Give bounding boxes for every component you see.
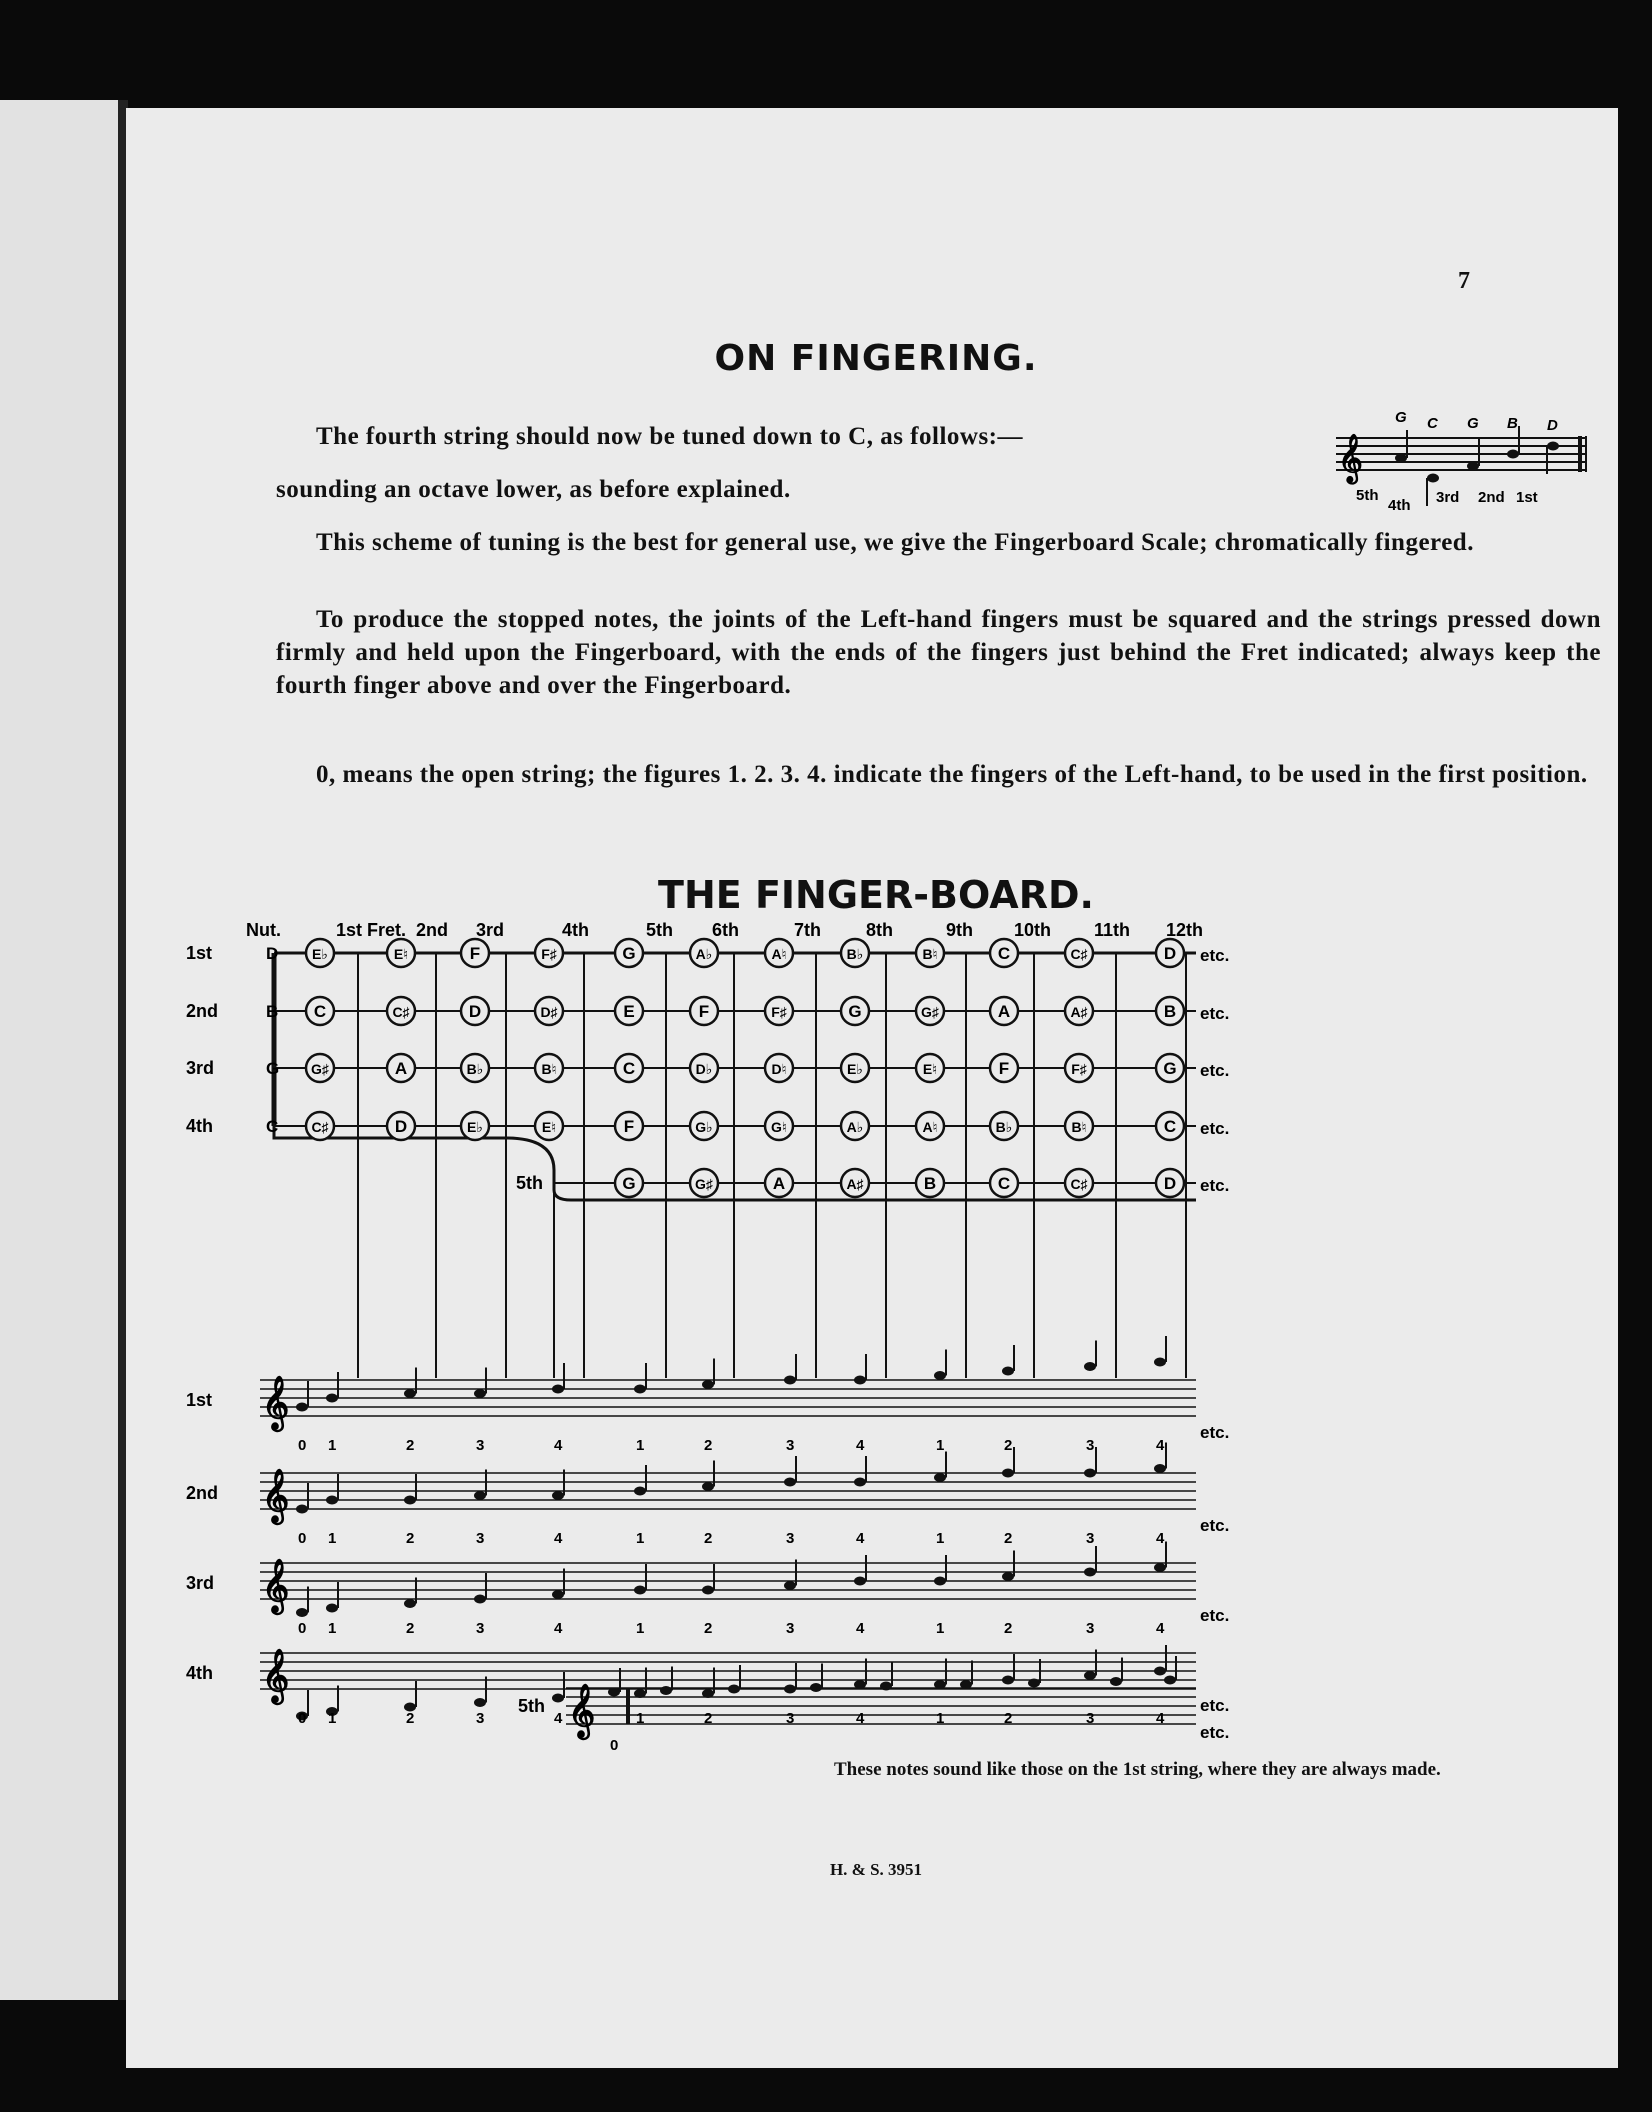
note-name: E♭ — [312, 946, 328, 962]
finger-number: 3 — [786, 1710, 795, 1727]
note-name: C♯ — [311, 1119, 329, 1135]
finger-number: 3 — [476, 1620, 485, 1637]
tuning-string-label: 1st — [1516, 489, 1538, 506]
note-name: D — [468, 1002, 482, 1021]
note-name: F♯ — [771, 1004, 787, 1020]
note-name: G — [848, 1002, 862, 1021]
treble-clef: 𝄞 — [1338, 434, 1363, 481]
finger-number: 0 — [298, 1710, 307, 1727]
note-head — [1084, 1568, 1096, 1577]
note-head — [1154, 1563, 1166, 1572]
note-name: D♯ — [540, 1004, 558, 1020]
notation-staves — [186, 1376, 1566, 1768]
string-label: 2nd — [186, 1001, 219, 1021]
tuning-string-label: 2nd — [1478, 489, 1505, 506]
string-label: 4th — [186, 1116, 213, 1136]
note-name: F — [469, 944, 481, 963]
treble-clef: 𝄞 — [568, 1684, 596, 1736]
finger-number: 2 — [1004, 1530, 1013, 1547]
finger-number: 1 — [636, 1437, 645, 1454]
finger-number: 3 — [786, 1437, 795, 1454]
finger-number: 4 — [1156, 1710, 1165, 1727]
fret-label: 5th — [646, 920, 673, 940]
note-head — [810, 1683, 822, 1692]
note-name: A♯ — [846, 1176, 864, 1192]
treble-clef: 𝄞 — [262, 1559, 290, 1611]
staff-label: 3rd — [186, 1573, 215, 1593]
note-name: C — [622, 1059, 636, 1078]
note-head — [854, 1478, 866, 1487]
note-head — [1002, 1572, 1014, 1581]
note-name: G♭ — [695, 1119, 713, 1135]
note-head — [880, 1682, 892, 1691]
note-head — [552, 1590, 564, 1599]
paragraph-stopped-notes: To produce the stopped notes, the joints of the Left-hand fingers must be squared and the strings pressed down firmly and held upon the Fingerboard, with the ends of the fingers just behind the Fret indicated; always keep the fourth finger above and over the Fingerboard. — [276, 606, 1601, 699]
finger-number: 4 — [1156, 1530, 1165, 1547]
note-head — [1154, 1667, 1166, 1676]
note-name: E♮ — [541, 1119, 557, 1135]
finger-number: 1 — [936, 1710, 945, 1727]
note-name: A — [394, 1059, 408, 1078]
finger-number: 4 — [856, 1620, 865, 1637]
note-name: G — [622, 1174, 636, 1193]
fret-label: 6th — [712, 920, 739, 940]
note-name: E♭ — [467, 1119, 483, 1135]
note-name: C — [313, 1002, 327, 1021]
finger-number: 3 — [476, 1530, 485, 1547]
finger-number: 1 — [636, 1530, 645, 1547]
note-head — [1154, 1358, 1166, 1367]
note-head — [326, 1496, 338, 1505]
etc-label: etc. — [1200, 1423, 1230, 1442]
etc-label: etc. — [1200, 1606, 1230, 1625]
finger-number: 1 — [636, 1620, 645, 1637]
finger-number: 4 — [554, 1710, 563, 1727]
note-head — [326, 1394, 338, 1403]
finger-number: 2 — [1004, 1620, 1013, 1637]
treble-clef: 𝄞 — [262, 1469, 290, 1521]
finger-number: 4 — [1156, 1620, 1165, 1637]
note-name: A — [997, 1002, 1011, 1021]
note-name: F — [998, 1059, 1010, 1078]
finger-number: 4 — [856, 1710, 865, 1727]
note-name: A♮ — [771, 946, 787, 962]
finger-number: 2 — [704, 1710, 713, 1727]
fret-label: 9th — [946, 920, 973, 940]
note-name: A♮ — [922, 1119, 938, 1135]
note-name: C — [997, 1174, 1011, 1193]
open-string-note: B — [266, 1002, 279, 1021]
tuning-string-label: 3rd — [1436, 489, 1460, 506]
fret-label: Nut. — [246, 920, 281, 940]
fret-label: 7th — [794, 920, 821, 940]
finger-number: 4 — [1156, 1437, 1165, 1454]
finger-number: 2 — [406, 1620, 415, 1637]
note-head — [1028, 1679, 1040, 1688]
string-label: 5th — [516, 1173, 543, 1193]
page-number: 7 — [1458, 268, 1470, 294]
fret-label: 11th — [1094, 920, 1131, 940]
note-head — [1084, 1469, 1096, 1478]
etc-label: etc. — [1200, 946, 1230, 965]
note-head — [1084, 1362, 1096, 1371]
tuning-note-label: C — [1427, 415, 1438, 432]
note-head — [854, 1577, 866, 1586]
finger-number: 3 — [476, 1710, 485, 1727]
left-page-edge — [0, 100, 118, 2000]
note-name: A♭ — [846, 1119, 864, 1135]
note-head — [784, 1478, 796, 1487]
note-name: A♯ — [1070, 1004, 1088, 1020]
note-name: E♮ — [393, 946, 409, 962]
open-string-note: G — [266, 1059, 280, 1078]
tuning-note-label: B — [1507, 415, 1518, 432]
note-head — [934, 1680, 946, 1689]
finger-number: 4 — [554, 1530, 563, 1547]
note-name: G♯ — [311, 1061, 329, 1077]
note-name: B♮ — [922, 946, 938, 962]
note-name: D — [1163, 944, 1177, 963]
note-head — [326, 1604, 338, 1613]
fret-label: 12th — [1166, 920, 1204, 940]
tuning-staff — [1216, 408, 1616, 518]
note-name: C — [997, 944, 1011, 963]
plate-number: H. & S. 3951 — [829, 1860, 923, 1879]
note-head — [702, 1482, 714, 1491]
finger-number: 1 — [936, 1530, 945, 1547]
note-name: B♭ — [995, 1119, 1013, 1135]
note-head — [934, 1577, 946, 1586]
note-head — [1084, 1671, 1096, 1680]
note-name: G♯ — [921, 1004, 939, 1020]
note-head — [1164, 1676, 1176, 1685]
note-head — [404, 1389, 416, 1398]
etc-label: etc. — [1200, 1723, 1230, 1742]
finger-number: 2 — [406, 1710, 415, 1727]
note-head — [404, 1599, 416, 1608]
etc-label: etc. — [1200, 1176, 1230, 1195]
note-head — [474, 1595, 486, 1604]
finger-number: 0 — [298, 1620, 307, 1637]
note-name: G♯ — [695, 1176, 713, 1192]
note-name: A — [772, 1174, 786, 1193]
note-head — [934, 1371, 946, 1380]
note-head — [702, 1689, 714, 1698]
finger-number: 1 — [328, 1710, 337, 1727]
open-string-note: C — [266, 1117, 279, 1136]
etc-label: etc. — [1200, 1119, 1230, 1138]
finger-number: 4 — [856, 1530, 865, 1547]
note-head — [934, 1473, 946, 1482]
note-name: B♮ — [1071, 1119, 1087, 1135]
paragraph-octave: sounding an octave lower, as before explained. — [276, 476, 791, 503]
fret-label: 8th — [866, 920, 893, 940]
note-name: G♮ — [771, 1119, 787, 1135]
note-head — [1002, 1469, 1014, 1478]
note-name: B♭ — [846, 946, 864, 962]
finger-number: 1 — [936, 1437, 945, 1454]
note-head — [296, 1505, 308, 1514]
treble-clef: 𝄞 — [262, 1376, 290, 1428]
finger-number: 3 — [786, 1530, 795, 1547]
treble-clef: 𝄞 — [262, 1649, 290, 1701]
note-head — [1002, 1676, 1014, 1685]
fret-label: 10th — [1014, 920, 1052, 940]
note-head — [660, 1686, 672, 1695]
note-name: F♯ — [541, 946, 557, 962]
staff-label: 2nd — [186, 1483, 219, 1503]
finger-number: 1 — [328, 1620, 337, 1637]
fingerboard-diagram — [186, 908, 1566, 1378]
note-head — [1002, 1367, 1014, 1376]
note-name: A♭ — [695, 946, 713, 962]
note-head — [634, 1689, 646, 1698]
note-head — [296, 1403, 308, 1412]
note-head — [702, 1586, 714, 1595]
finger-number: 1 — [328, 1437, 337, 1454]
note-name: D♮ — [771, 1061, 787, 1077]
finger-number: 1 — [936, 1620, 945, 1637]
finger-number: 4 — [554, 1620, 563, 1637]
note-head — [608, 1688, 620, 1697]
tuning-string-label: 5th — [1356, 487, 1379, 504]
tuning-string-label: 4th — [1388, 497, 1411, 514]
finger-number: 4 — [856, 1437, 865, 1454]
note-head — [702, 1380, 714, 1389]
note-head — [474, 1698, 486, 1707]
etc-label: etc. — [1200, 1004, 1230, 1023]
note-head — [474, 1491, 486, 1500]
finger-number: 1 — [328, 1530, 337, 1547]
finger-number: 2 — [704, 1437, 713, 1454]
note-name: E♭ — [847, 1061, 863, 1077]
finger-number: 3 — [1086, 1530, 1095, 1547]
paragraph-open-string: 0, means the open string; the figures 1. 2. 3. 4. indicate the fingers of the Left-hand, to be used in the first position. — [316, 761, 1588, 788]
note-name: D♭ — [695, 1061, 713, 1077]
finger-number: 2 — [406, 1530, 415, 1547]
note-head — [552, 1694, 564, 1703]
note-name: C — [1163, 1117, 1177, 1136]
staff-label: 4th — [186, 1663, 213, 1683]
note-name: B — [1163, 1002, 1177, 1021]
note-name: G — [622, 944, 636, 963]
finger-number: 3 — [786, 1620, 795, 1637]
note-head — [1110, 1677, 1122, 1686]
finger-number: 3 — [1086, 1620, 1095, 1637]
finger-number: 0 — [298, 1437, 307, 1454]
tuning-note-label: G — [1395, 409, 1407, 426]
note-name: C♯ — [392, 1004, 410, 1020]
note-head — [854, 1376, 866, 1385]
paragraph-scheme: This scheme of tuning is the best for general use, we give the Fingerboard Scale; chromatically fingered. — [316, 529, 1474, 556]
note-name: C♯ — [1070, 1176, 1088, 1192]
fret-label: 1st Fret. — [336, 920, 407, 940]
page-title: ON FINGERING. — [714, 338, 1038, 379]
note-head — [960, 1680, 972, 1689]
finger-number: 2 — [704, 1620, 713, 1637]
open-string-note: D — [266, 944, 279, 963]
note-head — [1154, 1464, 1166, 1473]
note-name: E♮ — [922, 1061, 938, 1077]
note-head — [552, 1385, 564, 1394]
note-name: D — [1163, 1174, 1177, 1193]
staff-label: 1st — [186, 1390, 213, 1410]
note-name: B — [923, 1174, 937, 1193]
finger-number: 2 — [406, 1437, 415, 1454]
footnote: These notes sound like those on the 1st string, where they are always made. — [834, 1759, 1441, 1780]
note-head — [728, 1685, 740, 1694]
note-head — [404, 1496, 416, 1505]
note-name: F — [623, 1117, 635, 1136]
finger-number: 4 — [554, 1437, 563, 1454]
fret-label: 4th — [562, 920, 589, 940]
etc-label: etc. — [1200, 1061, 1230, 1080]
note-head — [634, 1487, 646, 1496]
note-head — [634, 1586, 646, 1595]
finger-number: 2 — [1004, 1437, 1013, 1454]
finger-number: 2 — [1004, 1710, 1013, 1727]
fingerboard-title: THE FINGER-BOARD. — [658, 873, 1094, 917]
staff-label: 5th — [518, 1696, 545, 1716]
etc-label: etc. — [1200, 1516, 1230, 1535]
book-page — [126, 108, 1618, 2068]
finger-number: 1 — [636, 1710, 645, 1727]
note-name: F — [698, 1002, 710, 1021]
etc-label: etc. — [1200, 1696, 1230, 1715]
finger-number: 3 — [476, 1437, 485, 1454]
string-label: 1st — [186, 943, 213, 963]
note-head — [552, 1491, 564, 1500]
note-name: E — [623, 1002, 635, 1021]
finger-number: 0 — [610, 1737, 619, 1754]
finger-number: 2 — [704, 1530, 713, 1547]
note-head — [474, 1389, 486, 1398]
string-label: 3rd — [186, 1058, 215, 1078]
note-head — [784, 1685, 796, 1694]
tuning-note-label: D — [1547, 417, 1558, 434]
tuning-note-label: G — [1467, 415, 1479, 432]
note-name: G — [1163, 1059, 1177, 1078]
note-name: D — [394, 1117, 408, 1136]
note-head — [784, 1581, 796, 1590]
finger-number: 3 — [1086, 1437, 1095, 1454]
note-head — [784, 1376, 796, 1385]
note-name: F♯ — [1071, 1061, 1087, 1077]
fret-label: 2nd — [416, 920, 449, 940]
fret-label: 3rd — [476, 920, 505, 940]
paragraph-tuning: The fourth string should now be tuned down to C, as follows:— — [316, 423, 1024, 450]
note-head — [854, 1680, 866, 1689]
note-head — [296, 1608, 308, 1617]
finger-number: 3 — [1086, 1710, 1095, 1727]
finger-number: 0 — [298, 1530, 307, 1547]
note-name: C♯ — [1070, 946, 1088, 962]
note-name: B♭ — [466, 1061, 484, 1077]
note-head — [634, 1385, 646, 1394]
note-name: B♮ — [541, 1061, 557, 1077]
